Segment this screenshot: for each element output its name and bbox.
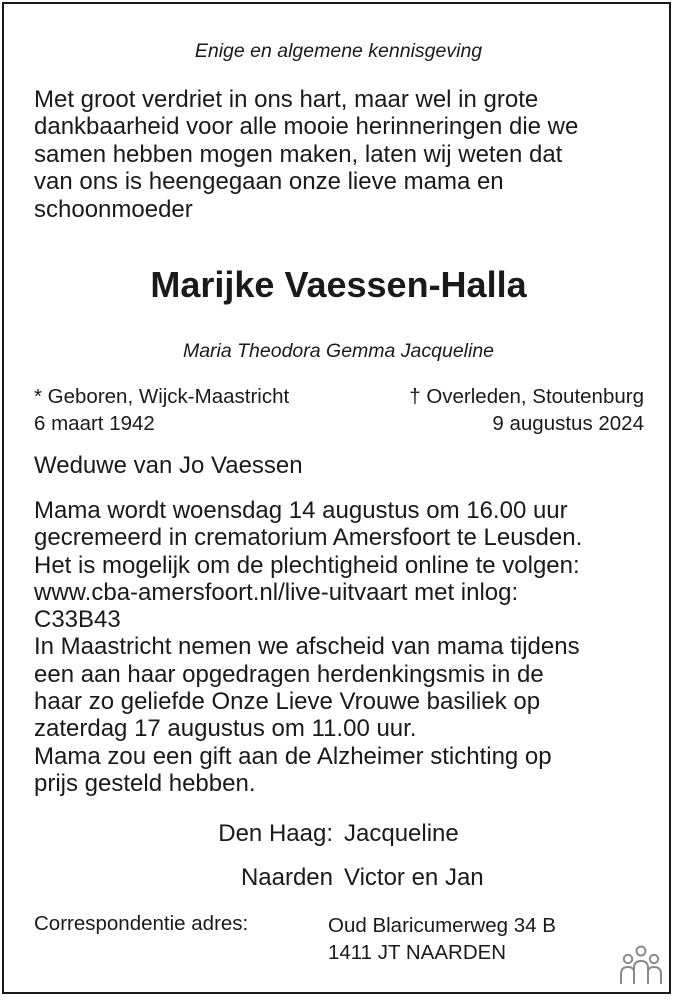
- family-names: Victor en Jan: [344, 864, 484, 891]
- intro-line: schoonmoeder: [34, 195, 193, 223]
- widow-of: Weduwe van Jo Vaessen: [34, 452, 303, 479]
- people-group-icon: [617, 944, 665, 986]
- birth-date: 6 maart 1942: [34, 412, 155, 435]
- death-info: [409, 383, 644, 437]
- body-line: gecremeerd in crematorium Amersfoort te Leusden.: [34, 524, 583, 552]
- birth-info: [34, 383, 289, 437]
- family-names: Jacqueline: [344, 820, 459, 847]
- family-place: Naarden: [240, 864, 333, 891]
- notice-header: Enige en algemene kennisgeving: [194, 40, 483, 62]
- deceased-name: Marijke Vaessen-Halla: [150, 264, 527, 305]
- body-line: haar zo geliefde Onze Lieve Vrouwe basiliek op: [34, 688, 541, 716]
- address-line: 1411 JT NAARDEN: [328, 941, 507, 964]
- death-label: † Overleden, Stoutenburg: [409, 385, 644, 408]
- birth-label: * Geboren, Wijck-Maastricht: [34, 385, 290, 408]
- body-line: zaterdag 17 augustus om 11.00 uur.: [34, 715, 417, 743]
- death-date: 9 augustus 2024: [492, 412, 644, 435]
- intro-line: samen hebben mogen maken, laten wij weten dat: [34, 140, 563, 168]
- body-line: www.cba-amersfoort.nl/live-uitvaart met inlog:: [34, 578, 519, 606]
- address-line: Oud Blaricumerweg 34 B: [328, 914, 556, 937]
- intro-text: [34, 86, 654, 223]
- body-line: Mama wordt woensdag 14 augustus om 16.00 uur: [34, 497, 568, 524]
- body-line: prijs gesteld hebben.: [34, 769, 256, 797]
- body-text: [34, 497, 659, 797]
- intro-line: van ons is heengegaan onze lieve mama en: [34, 168, 504, 196]
- family-place: Den Haag:: [218, 820, 333, 847]
- body-line: In Maastricht nemen we afscheid van mama tijdens: [34, 633, 580, 661]
- body-line: Mama zou een gift aan de Alzheimer stichting op: [34, 742, 552, 770]
- body-line: C33B43: [34, 606, 121, 634]
- intro-line: dankbaarheid voor alle mooie herinneringen die we: [34, 113, 579, 141]
- body-line: een aan haar opgedragen herdenkingsmis in de: [34, 660, 544, 688]
- correspondence-label: Correspondentie adres:: [34, 912, 249, 935]
- correspondence-address: [328, 912, 556, 966]
- body-line: Het is mogelijk om de plechtigheid online te volgen:: [34, 551, 580, 579]
- given-names: Maria Theodora Gemma Jacqueline: [182, 340, 495, 362]
- intro-line: Met groot verdriet in ons hart, maar wel in grote: [34, 86, 539, 113]
